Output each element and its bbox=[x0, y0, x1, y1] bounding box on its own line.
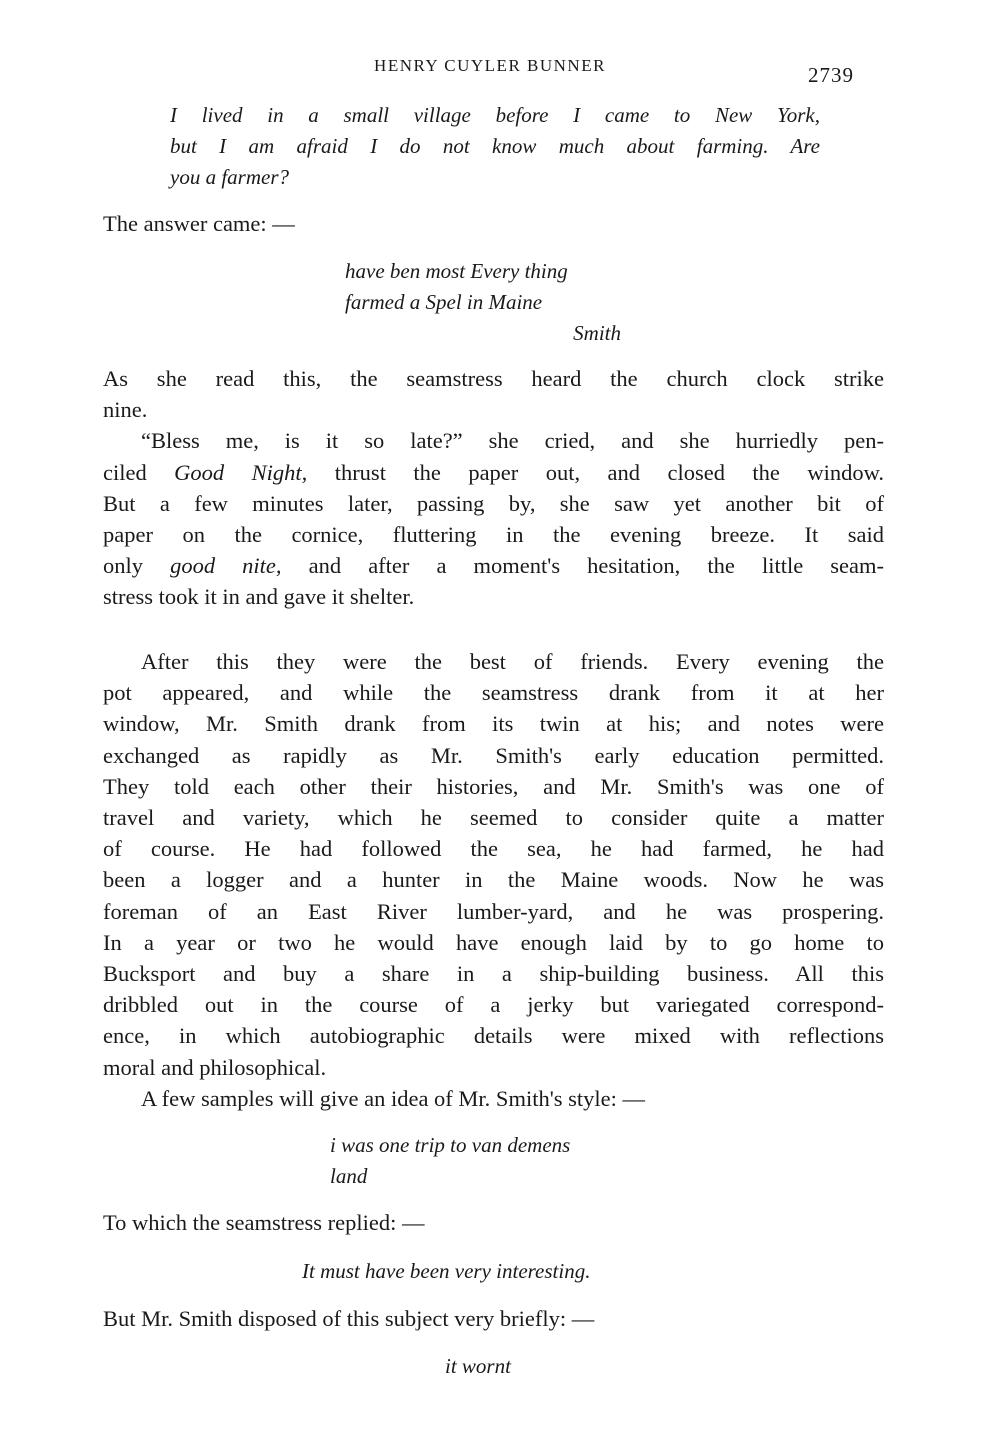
text-run: and after a moment's hesitation, the little seam- bbox=[281, 553, 884, 579]
smith-note-farmer bbox=[345, 256, 633, 349]
text-line: window, Mr. Smith drank from its twin at his; and notes were bbox=[103, 711, 884, 737]
smith-note-van-demens bbox=[330, 1130, 690, 1192]
text-run: only bbox=[103, 553, 171, 579]
note-signature: Smith bbox=[573, 321, 621, 345]
text-line: been a logger and a hunter in the Maine woods. Now he was bbox=[103, 867, 884, 893]
text-line: stress took it in and gave it shelter. bbox=[103, 584, 415, 610]
paragraph-best-of-friends bbox=[103, 646, 884, 1114]
running-head: HENRY CUYLER BUNNER bbox=[374, 56, 606, 75]
text-line bbox=[103, 550, 884, 581]
note-line: land bbox=[330, 1164, 368, 1188]
note-line: It must have been very interesting. bbox=[302, 1259, 591, 1283]
text-line: They told each other their histories, and Mr. Smith's was one of bbox=[103, 773, 884, 799]
text-line: travel and variety, which he seemed to consider quite a matter bbox=[103, 805, 884, 831]
text-line: But Mr. Smith disposed of this subject very briefly: — bbox=[103, 1306, 595, 1331]
text-line: To which the seamstress replied: — bbox=[103, 1210, 425, 1235]
text-line: dribbled out in the course of a jerky but variegated correspond- bbox=[103, 992, 884, 1018]
smith-note-wornt bbox=[445, 1351, 645, 1382]
text-run: thrust the paper out, and closed the window. bbox=[307, 459, 884, 485]
note-line: have ben most Every thing bbox=[345, 259, 568, 283]
page-number: 2739 bbox=[808, 63, 854, 87]
italic-run: Good Night, bbox=[174, 459, 308, 485]
text-run: ciled bbox=[103, 459, 175, 485]
text-line: A few samples will give an idea of Mr. Smith's style: — bbox=[141, 1085, 645, 1111]
text-line bbox=[103, 457, 884, 488]
note-line: i was one trip to van demens bbox=[330, 1133, 571, 1157]
text-line: of course. He had followed the sea, he had farmed, he had bbox=[103, 836, 884, 862]
text-line: moral and philosophical. bbox=[103, 1054, 327, 1080]
paragraph-church-clock bbox=[103, 363, 884, 613]
text-line: exchanged as rapidly as Mr. Smith's early education permitted. bbox=[103, 742, 884, 768]
text-line: nine. bbox=[103, 397, 148, 423]
paragraph-seamstress-replied bbox=[103, 1207, 884, 1238]
text-line: In a year or two he would have enough laid by to go home to bbox=[103, 929, 884, 955]
text-line: paper on the cornice, fluttering in the evening breeze. It said bbox=[103, 522, 884, 548]
text-line: “Bless me, is it so late?” she cried, and she hurriedly pen- bbox=[141, 428, 884, 454]
note-line: I lived in a small village before I came to New York, bbox=[170, 103, 820, 127]
text-line: Bucksport and buy a share in a ship-building business. All this bbox=[103, 961, 884, 987]
seamstress-note-farming bbox=[170, 100, 820, 193]
text-line: After this they were the best of friends. Every evening the bbox=[141, 649, 884, 674]
text-line: The answer came: — bbox=[103, 211, 295, 236]
note-line: but I am afraid I do not know much about farming. Are bbox=[170, 134, 820, 158]
note-line: farmed a Spel in Maine bbox=[345, 290, 543, 314]
text-line: But a few minutes later, passing by, she saw yet another bit of bbox=[103, 490, 884, 516]
text-line: As she read this, the seamstress heard the church clock strike bbox=[103, 366, 884, 391]
italic-run: good nite, bbox=[170, 553, 282, 579]
paragraph-disposed bbox=[103, 1303, 884, 1334]
text-line: ence, in which autobiographic details were mixed with reflections bbox=[103, 1023, 884, 1049]
text-line: pot appeared, and while the seamstress drank from it at her bbox=[103, 680, 884, 706]
text-line: foreman of an East River lumber-yard, and he was prospering. bbox=[103, 898, 884, 924]
paragraph-answer-came bbox=[103, 208, 884, 239]
note-line: it wornt bbox=[445, 1354, 511, 1378]
seamstress-note-interesting bbox=[302, 1256, 722, 1287]
note-line: you a farmer? bbox=[170, 165, 289, 189]
